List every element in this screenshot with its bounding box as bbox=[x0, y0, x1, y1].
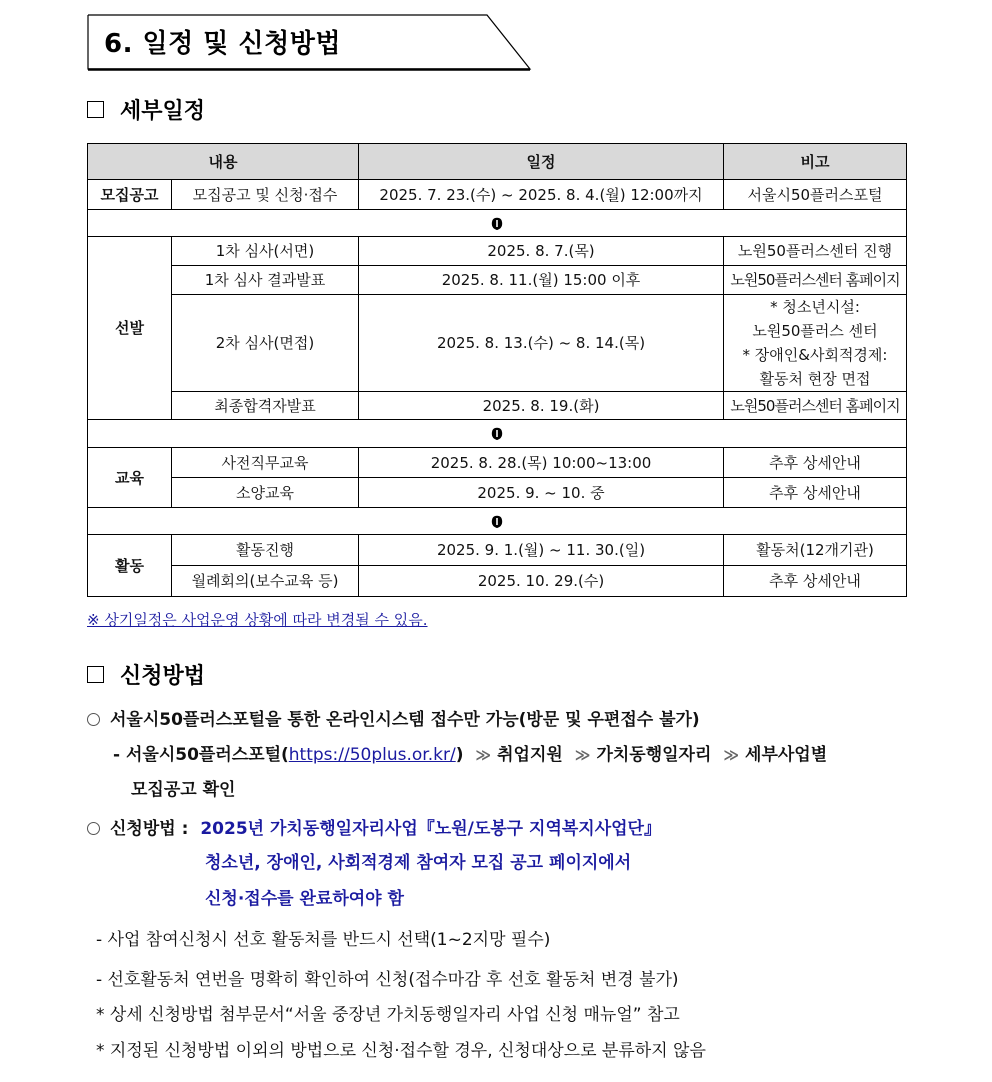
down-arrow-icon bbox=[490, 216, 504, 232]
row-date: 2025. 8. 28.(목) 10:00~13:00 bbox=[359, 448, 724, 478]
row-date: 2025. 10. 29.(수) bbox=[359, 566, 724, 597]
row-item: 최종합격자발표 bbox=[172, 392, 359, 420]
circle-bullet-icon bbox=[87, 713, 100, 726]
row-note: 노원50플러스센터 홈페이지 bbox=[724, 392, 907, 420]
note-line: * 지정된 신청방법 이외의 방법으로 신청·접수할 경우, 신청대상으로 분류하지 않음 bbox=[96, 1041, 706, 1061]
page-title: 6. 일정 및 신청방법 bbox=[104, 29, 341, 59]
row-item: 소양교육 bbox=[172, 478, 359, 508]
table-row bbox=[88, 478, 907, 508]
apply-method-line: 신청·접수를 완료하여야 함 bbox=[205, 889, 404, 909]
checkbox-square-icon bbox=[87, 666, 104, 683]
row-item: 모집공고 및 신청·접수 bbox=[172, 180, 359, 210]
row-item: 2차 심사(면접) bbox=[172, 295, 359, 392]
row-item: 사전직무교육 bbox=[172, 448, 359, 478]
apply-method-line: 청소년, 장애인, 사회적경제 참여자 모집 공고 페이지에서 bbox=[205, 853, 632, 873]
table-row bbox=[88, 295, 907, 392]
path-step: 가치동행일자리 bbox=[596, 745, 712, 765]
row-date: 2025. 8. 19.(화) bbox=[359, 392, 724, 420]
table-row bbox=[88, 180, 907, 210]
bullet-online-only: 서울시50플러스포털을 통한 온라인시스템 접수만 가능(방문 및 우편접수 불가) bbox=[87, 705, 700, 730]
row-note: 추후 상세안내 bbox=[724, 448, 907, 478]
row-item: 1차 심사 결과발표 bbox=[172, 266, 359, 295]
circle-bullet-icon bbox=[87, 822, 100, 835]
table-row bbox=[88, 566, 907, 597]
row-date: 2025. 9. ~ 10. 중 bbox=[359, 478, 724, 508]
row-note: 노원50플러스센터 홈페이지 bbox=[724, 266, 907, 295]
note-line: - 사업 참여신청시 선호 활동처를 반드시 선택(1~2지망 필수) bbox=[96, 930, 551, 950]
note-line: * 장애인&사회적경제: bbox=[742, 346, 888, 364]
table-row bbox=[88, 237, 907, 266]
row-note: 서울시50플러스포털 bbox=[724, 180, 907, 210]
path-step: 세부사업별 bbox=[745, 745, 828, 765]
section-title-banner bbox=[87, 14, 531, 70]
row-note-multiline bbox=[724, 295, 907, 392]
category-recruit: 모집공고 bbox=[88, 180, 172, 210]
row-item: 활동진행 bbox=[172, 535, 359, 566]
note-line: * 상세 신청방법 첨부문서“서울 중장년 가치동행일자리 사업 신청 매뉴얼” 참고 bbox=[96, 1005, 680, 1025]
portal-path-continued: 모집공고 확인 bbox=[131, 780, 236, 800]
table-row bbox=[88, 266, 907, 295]
table-row bbox=[88, 392, 907, 420]
category-selection: 선발 bbox=[88, 237, 172, 420]
breadcrumb-separator-icon: ≫ bbox=[574, 746, 591, 764]
application-heading bbox=[87, 659, 205, 690]
row-date: 2025. 9. 1.(월) ~ 11. 30.(일) bbox=[359, 535, 724, 566]
bullet-apply-method: 신청방법 : 2025년 가치동행일자리사업『노원/도봉구 지역복지사업단』 bbox=[87, 814, 661, 839]
path-step: 취업지원 bbox=[497, 745, 563, 765]
note-line: 활동처 현장 면접 bbox=[759, 370, 871, 388]
header-content: 내용 bbox=[88, 144, 359, 180]
category-activity: 활동 bbox=[88, 535, 172, 597]
note-line: 노원50플러스 센터 bbox=[752, 322, 878, 340]
schedule-footnote: ※ 상기일정은 사업운영 상황에 따라 변경될 수 있음. bbox=[87, 611, 428, 629]
header-note: 비고 bbox=[724, 144, 907, 180]
table-row bbox=[88, 535, 907, 566]
arrow-row bbox=[88, 210, 907, 237]
note-line: * 청소년시설: bbox=[770, 298, 860, 316]
row-note: 추후 상세안내 bbox=[724, 566, 907, 597]
note-line: - 선호활동처 연번을 명확히 확인하여 신청(접수마감 후 선호 활동처 변경 불가) bbox=[96, 970, 679, 990]
schedule-heading-text: 세부일정 bbox=[120, 99, 206, 124]
arrow-row bbox=[88, 508, 907, 535]
portal-path-line: - 서울시50플러스포털(https://50plus.or.kr/) ≫ 취업지원 ≫ 가치동행일자리 ≫ 세부사업별 bbox=[113, 745, 828, 765]
breadcrumb-separator-icon: ≫ bbox=[723, 746, 740, 764]
schedule-heading bbox=[87, 94, 205, 125]
breadcrumb-separator-icon: ≫ bbox=[475, 746, 492, 764]
row-date: 2025. 8. 13.(수) ~ 8. 14.(목) bbox=[359, 295, 724, 392]
row-note: 추후 상세안내 bbox=[724, 478, 907, 508]
row-note: 노원50플러스센터 진행 bbox=[724, 237, 907, 266]
table-row bbox=[88, 448, 907, 478]
arrow-row bbox=[88, 420, 907, 448]
header-date: 일정 bbox=[359, 144, 724, 180]
portal-link[interactable]: https://50plus.or.kr/ bbox=[288, 745, 456, 765]
row-item: 월례회의(보수교육 등) bbox=[172, 566, 359, 597]
row-date: 2025. 8. 11.(월) 15:00 이후 bbox=[359, 266, 724, 295]
application-heading-text: 신청방법 bbox=[120, 664, 206, 689]
row-date: 2025. 8. 7.(목) bbox=[359, 237, 724, 266]
row-item: 1차 심사(서면) bbox=[172, 237, 359, 266]
down-arrow-icon bbox=[490, 426, 504, 442]
checkbox-square-icon bbox=[87, 101, 104, 118]
table-header-row bbox=[88, 144, 907, 180]
schedule-table bbox=[87, 143, 907, 597]
row-date: 2025. 7. 23.(수) ~ 2025. 8. 4.(월) 12:00까지 bbox=[359, 180, 724, 210]
down-arrow-icon bbox=[490, 514, 504, 530]
category-education: 교육 bbox=[88, 448, 172, 508]
row-note: 활동처(12개기관) bbox=[724, 535, 907, 566]
